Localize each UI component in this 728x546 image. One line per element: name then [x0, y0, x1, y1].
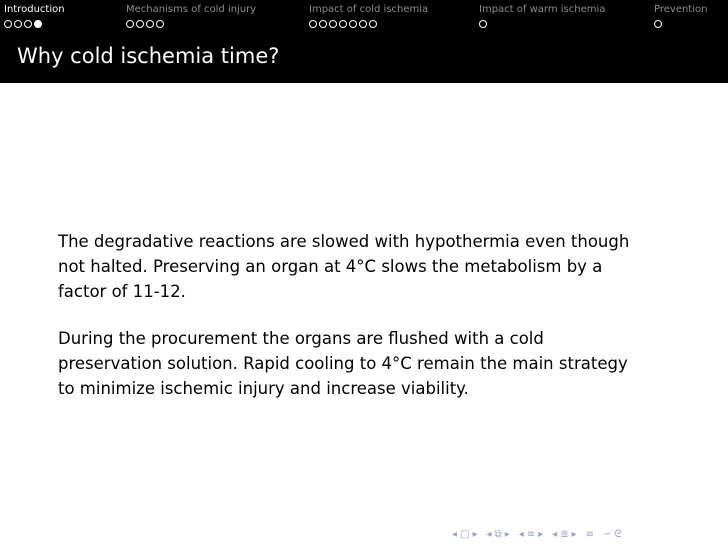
slide-prev-icon[interactable]: ◂ [452, 529, 458, 540]
slide-dot[interactable] [126, 20, 134, 28]
slide-dot[interactable] [654, 20, 662, 28]
subsection-prev-icon[interactable]: ◂ [518, 529, 524, 540]
slide-dot[interactable] [136, 20, 144, 28]
frame-icon[interactable]: ⧉ [494, 529, 502, 540]
slide-icon[interactable]: □ [460, 529, 470, 540]
nav-section-label[interactable]: Mechanisms of cold injury [126, 4, 257, 15]
section-prev-icon[interactable]: ◂ [552, 529, 558, 540]
nav-section-label[interactable]: Impact of cold ischemia [309, 4, 429, 15]
slide-next-icon[interactable]: ▸ [472, 529, 478, 540]
slide-dot[interactable] [146, 20, 154, 28]
frame-next-icon[interactable]: ▸ [504, 529, 510, 540]
slide-dot[interactable] [479, 20, 487, 28]
appendix-icon[interactable]: ≡ [585, 529, 595, 540]
nav-section-label[interactable]: Prevention [654, 4, 708, 15]
beamer-navigation-symbols [452, 528, 624, 542]
frame-prev-icon[interactable]: ◂ [486, 529, 492, 540]
slide-dot[interactable] [319, 20, 327, 28]
nav-section-introduction[interactable] [4, 4, 65, 32]
body-paragraph: During the procurement the organs are flushed with a cold preservation solution. Rapid cooling to 4°C remain the main strategy to minimize ischemic injury and increase viability. [58, 329, 628, 398]
slide-dot[interactable] [156, 20, 164, 28]
nav-section-mechanisms[interactable] [126, 4, 256, 32]
slide-dot[interactable] [329, 20, 337, 28]
section-icon[interactable]: ≣ [560, 529, 569, 540]
navigation-header [0, 0, 728, 33]
undo-icon[interactable]: ᘓ [614, 529, 622, 540]
current-slide-dot[interactable] [34, 20, 42, 28]
frame-title: Why cold ischemia time? [17, 44, 280, 68]
nav-section-dots[interactable] [4, 19, 65, 29]
section-next-icon[interactable]: ▸ [571, 529, 577, 540]
frame-title-bar [0, 33, 728, 83]
nav-section-impact-warm[interactable] [479, 4, 605, 32]
nav-section-dots[interactable] [479, 19, 605, 29]
slide-dot[interactable] [4, 20, 12, 28]
slide-dot[interactable] [14, 20, 22, 28]
nav-section-label[interactable]: Impact of warm ischemia [479, 4, 606, 15]
slide-dot[interactable] [309, 20, 317, 28]
nav-section-dots[interactable] [126, 19, 256, 29]
slide-dot[interactable] [359, 20, 367, 28]
subsection-icon[interactable]: ≡ [526, 529, 536, 540]
slide-dot[interactable] [339, 20, 347, 28]
nav-section-dots[interactable] [654, 19, 707, 29]
slide-content [58, 229, 638, 401]
slide-dot[interactable] [24, 20, 32, 28]
nav-section-label[interactable]: Introduction [4, 4, 65, 15]
slide-dot[interactable] [349, 20, 357, 28]
nav-section-dots[interactable] [309, 19, 428, 29]
search-icon[interactable]: ∽ [603, 529, 612, 540]
subsection-next-icon[interactable]: ▸ [538, 529, 544, 540]
nav-section-impact-cold[interactable] [309, 4, 428, 32]
slide-dot[interactable] [369, 20, 377, 28]
body-paragraph: The degradative reactions are slowed with hypothermia even though not halted. Preserving an organ at 4°C slows the metabolism by a factor of 11-12. [58, 232, 630, 301]
nav-section-prevention[interactable] [654, 4, 707, 32]
